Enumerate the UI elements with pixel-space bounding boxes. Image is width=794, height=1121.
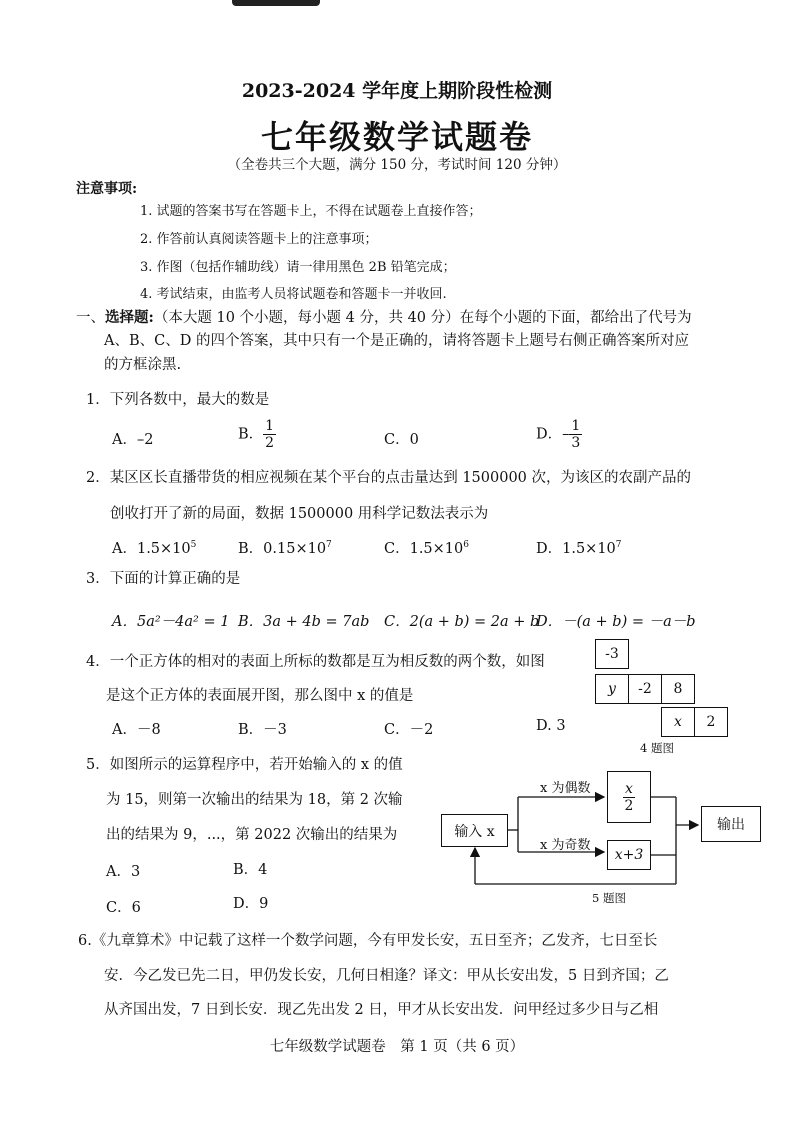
q1-option-c: C．0 — [384, 432, 419, 448]
net-cell: x — [661, 707, 695, 737]
input-x-box: 输入 x — [441, 814, 508, 847]
q4-option-c: C．－2 — [384, 722, 434, 738]
figure-caption: 4 题图 — [640, 741, 674, 755]
q2-option-d: D．$1.5\times 10^7$ — [536, 540, 622, 557]
notice-item: 2. 作答前认真阅读答题卡上的注意事项； — [140, 232, 378, 247]
notice-heading: 注意事项: — [76, 181, 138, 197]
q4-option-a: A．－8 — [112, 722, 161, 738]
q5-option-d: D．9 — [233, 896, 269, 912]
odd-branch-label: x 为奇数 — [540, 838, 591, 853]
question-5-stem-line1: 5．如图所示的运算程序中，若开始输入的 x 的值 — [86, 757, 403, 773]
fraction: $\frac{1}{2}$ — [265, 418, 275, 451]
question-2-stem-line2: 创收打开了新的局面，数据 1500000 用科学记数法表示为 — [110, 506, 489, 522]
q4-option-d: D. 3 — [536, 718, 566, 734]
net-cell: -2 — [628, 674, 662, 704]
page-footer: 七年级数学试题卷 第 1 页（共 6 页） — [269, 1039, 525, 1055]
net-cell: -3 — [595, 639, 629, 669]
q2-option-b: B．$0.15\times 10^7$ — [238, 540, 332, 557]
paper-title: 七年级数学试题卷 — [260, 118, 533, 156]
question-5-stem-line2: 为 15，则第一次输出的结果为 18，第 2 次输 — [106, 792, 403, 808]
notice-item: 3. 作图（包括作辅助线）请一律用黑色 2B 铅笔完成； — [140, 260, 456, 275]
fraction: $\frac{x}{2}$ — [624, 780, 634, 814]
q5-option-b: B．4 — [233, 862, 268, 878]
even-branch-label: x 为偶数 — [540, 781, 591, 796]
q2-option-c: C．$1.5\times 10^6$ — [384, 540, 469, 557]
section-intro-line2: A、B、C、D 的四个答案，其中只有一个是正确的，请将答题卡上题号右侧正确答案所对应 — [104, 333, 689, 349]
fraction: $\frac{1}{3}$ — [571, 418, 581, 451]
question-4-stem-line2: 是这个正方体的表面展开图，那么图中 x 的值是 — [106, 688, 414, 704]
q1-option-b: B． $\frac{1}{2}$ — [238, 418, 275, 451]
question-3-stem: 3．下面的计算正确的是 — [86, 571, 241, 587]
q3-option-a: A．5a²－4a² = 1 — [112, 614, 230, 630]
q3-option-c: C．2(a + b) = 2a + b — [384, 614, 540, 630]
output-box: 输出 — [701, 806, 761, 842]
figure-caption: 5 题图 — [592, 891, 626, 905]
section-number: 一、 — [76, 310, 105, 326]
question-1-stem: 1．下列各数中，最大的数是 — [86, 392, 270, 408]
exam-session-title: 2023-2024 学年度上期阶段性检测 — [241, 80, 553, 102]
question-6-line2: 安．今乙发已先二日，甲仍发长安，几何日相逢？译文：甲从长安出发，5 日到齐国；乙 — [104, 968, 669, 984]
q5-option-c: C．6 — [106, 900, 141, 916]
question-6-line1: 6.《九章算术》中记载了这样一个数学问题，今有甲发长安，五日至齐；乙发齐，七日至长 — [78, 933, 658, 949]
paper-subtitle: （全卷共三个大题，满分 150 分，考试时间 120 分钟） — [227, 157, 567, 173]
q2-option-a: A．$1.5\times 10^5$ — [112, 540, 197, 557]
section-label: 选择题: — [105, 309, 154, 326]
q1-option-d: D．– $\frac{1}{3}$ — [536, 418, 581, 451]
notice-item: 4. 考试结束，由监考人员将试题卷和答题卡一并收回. — [140, 287, 447, 302]
q5-option-a: A．3 — [106, 864, 141, 880]
section-intro-line3: 的方框涂黑. — [104, 357, 182, 373]
question-4-stem-line1: 4．一个正方体的相对的表面上所标的数都是互为相反数的两个数，如图 — [86, 654, 545, 670]
question-6-line3: 从齐国出发，7 日到长安．现乙先出发 2 日，甲才从长安出发．问甲经过多少日与乙相 — [104, 1002, 659, 1018]
notice-item: 1. 试题的答案书写在答题卡上，不得在试题卷上直接作答； — [140, 204, 482, 219]
q1-option-a: A．–2 — [112, 432, 154, 448]
question-2-stem-line1: 2．某区区长直播带货的相应视频在某个平台的点击量达到 1500000 次，为该区的农副产品的 — [86, 470, 692, 486]
half-x-box — [607, 771, 651, 823]
q3-option-d: D．－(a + b) = －a－b — [536, 614, 696, 630]
net-cell: 8 — [661, 674, 695, 704]
question-5-stem-line3: 出的结果为 9，...，第 2022 次输出的结果为 — [106, 827, 398, 843]
q4-option-b: B．－3 — [238, 722, 287, 738]
net-cell: y — [595, 674, 629, 704]
x-plus-3-box: x+3 — [607, 840, 651, 870]
section-desc: （本大题 10 个小题，每小题 4 分，共 40 分）在每个小题的下面，都给出了代号为 — [153, 310, 692, 326]
net-cell: 2 — [694, 707, 728, 737]
q3-option-b: B．3a + 4b = 7ab — [238, 614, 370, 630]
